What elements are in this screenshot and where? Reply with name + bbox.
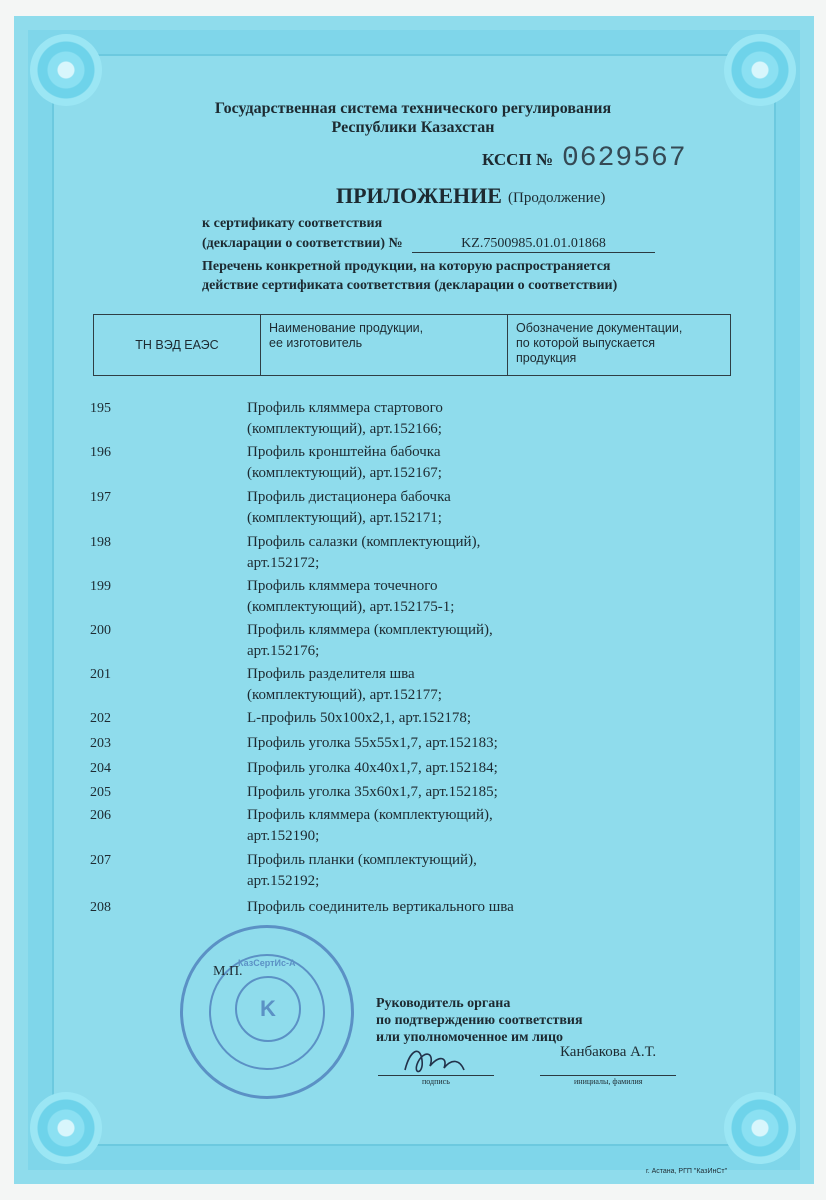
cert-line-1: к сертификату соответствия: [202, 216, 383, 231]
row-number: 202: [90, 711, 111, 726]
corner-rosette-top-left: [30, 34, 102, 106]
cert-number: KZ.7500985.01.01.01868: [412, 236, 655, 253]
row-number: 205: [90, 785, 111, 800]
signature-line: [378, 1075, 494, 1076]
product-line-1: Профиль уголка 40х40х1,7, арт.152184;: [247, 760, 498, 776]
row-number: 204: [90, 761, 111, 776]
product-line-1: Профиль разделителя шва: [247, 666, 415, 682]
product-line-2: (комплектующий), арт.152177;: [247, 687, 442, 703]
row-number: 206: [90, 808, 111, 823]
row-number: 197: [90, 490, 111, 505]
product-line-1: Профиль уголка 35х60х1,7, арт.152185;: [247, 784, 498, 800]
product-line-1: L-профиль 50х100х2,1, арт.152178;: [247, 710, 472, 726]
product-line-2: арт.152190;: [247, 828, 320, 844]
product-line-1: Профиль кляммера (комплектующий),: [247, 807, 493, 823]
product-item: [247, 398, 547, 440]
kssp-label: КССП №: [482, 150, 554, 169]
product-line-2: (комплектующий), арт.152175-1;: [247, 599, 455, 615]
header-line-1: Государственная система технического регулирования: [214, 100, 612, 117]
product-item: [247, 664, 547, 706]
row-number: 203: [90, 736, 111, 751]
col-header-documentation: [508, 315, 731, 376]
product-item: [247, 708, 547, 729]
row-number: 198: [90, 535, 111, 550]
document-title: ПРИЛОЖЕНИЕ: [336, 183, 502, 208]
col-header-doc-line-1: Обозначение документации,: [516, 321, 683, 335]
list-line-2: действие сертификата соответствия (декларации о соответствии): [202, 278, 618, 293]
product-item: [247, 532, 547, 574]
product-line-1: Профиль кронштейна бабочка: [247, 444, 441, 460]
cert-line-2: (декларации о соответствии) №: [202, 236, 403, 251]
official-stamp: [180, 925, 354, 1099]
row-number: 195: [90, 401, 111, 416]
col-header-doc-line-2: по которой выпускается: [516, 336, 655, 350]
product-item: [247, 782, 547, 803]
head-line-1: Руководитель органа: [376, 996, 511, 1011]
product-item: [247, 897, 567, 918]
row-number: 208: [90, 900, 111, 915]
corner-rosette-bottom-left: [30, 1092, 102, 1164]
product-line-1: Профиль уголка 55х55х1,7, арт.152183;: [247, 735, 498, 751]
corner-rosette-top-right: [724, 34, 796, 106]
product-line-2: арт.152172;: [247, 555, 320, 571]
product-line-1: Профиль планки (комплектующий),: [247, 852, 477, 868]
product-line-2: арт.152176;: [247, 643, 320, 659]
product-line-1: Профиль кляммера точечного: [247, 578, 438, 594]
product-line-2: арт.152192;: [247, 873, 320, 889]
corner-rosette-bottom-right: [724, 1092, 796, 1164]
product-item: [247, 576, 547, 618]
product-line-2: (комплектующий), арт.152167;: [247, 465, 442, 481]
head-line-3: или уполномоченное им лицо: [376, 1030, 564, 1045]
product-item: [247, 620, 547, 662]
handwritten-signature: [400, 1040, 470, 1080]
row-number: 199: [90, 579, 111, 594]
product-line-1: Профиль дистационера бабочка: [247, 489, 451, 505]
signatory-name: Канбакова А.Т.: [560, 1044, 657, 1060]
product-item: [247, 487, 547, 529]
row-number: 196: [90, 445, 111, 460]
signature-caption: подпись: [422, 1077, 450, 1086]
row-number: 207: [90, 853, 111, 868]
products-table-header: [93, 314, 731, 376]
stamp-text: КазСертИс-А: [238, 958, 296, 968]
col-header-product-line-1: Наименование продукции,: [269, 321, 424, 335]
product-line-2: (комплектующий), арт.152171;: [247, 510, 442, 526]
header-line-2: Республики Казахстан: [331, 119, 495, 136]
mp-label: М.П.: [213, 964, 243, 979]
product-item: [247, 758, 547, 779]
kssp-number: 0629567: [562, 143, 687, 174]
product-item: [247, 805, 547, 847]
product-item: [247, 850, 547, 892]
list-line-1: Перечень конкретной продукции, на которую распространяется: [202, 259, 611, 274]
printer-note: г. Астана, РГП "КазИнСт": [646, 1168, 728, 1175]
document-title-suffix: (Продолжение): [508, 190, 606, 206]
col-header-product-line-2: ее изготовитель: [269, 336, 363, 350]
product-line-1: Профиль кляммера (комплектующий),: [247, 622, 493, 638]
head-line-2: по подтверждению соответствия: [376, 1013, 583, 1028]
row-number: 201: [90, 667, 111, 682]
product-line-2: (комплектующий), арт.152166;: [247, 421, 442, 437]
row-number: 200: [90, 623, 111, 638]
product-line-1: Профиль кляммера стартового: [247, 400, 443, 416]
col-header-product: [261, 315, 508, 376]
product-item: [247, 442, 547, 484]
name-line: [540, 1075, 676, 1076]
product-line-1: Профиль соединитель вертикального шва: [247, 899, 514, 915]
col-header-tnved: ТН ВЭД ЕАЭС: [94, 315, 261, 376]
stamp-logo-icon: K: [235, 976, 301, 1042]
name-caption: инициалы, фамилия: [574, 1077, 643, 1086]
col-header-doc-line-3: продукция: [516, 351, 577, 365]
product-line-1: Профиль салазки (комплектующий),: [247, 534, 481, 550]
product-item: [247, 733, 547, 754]
